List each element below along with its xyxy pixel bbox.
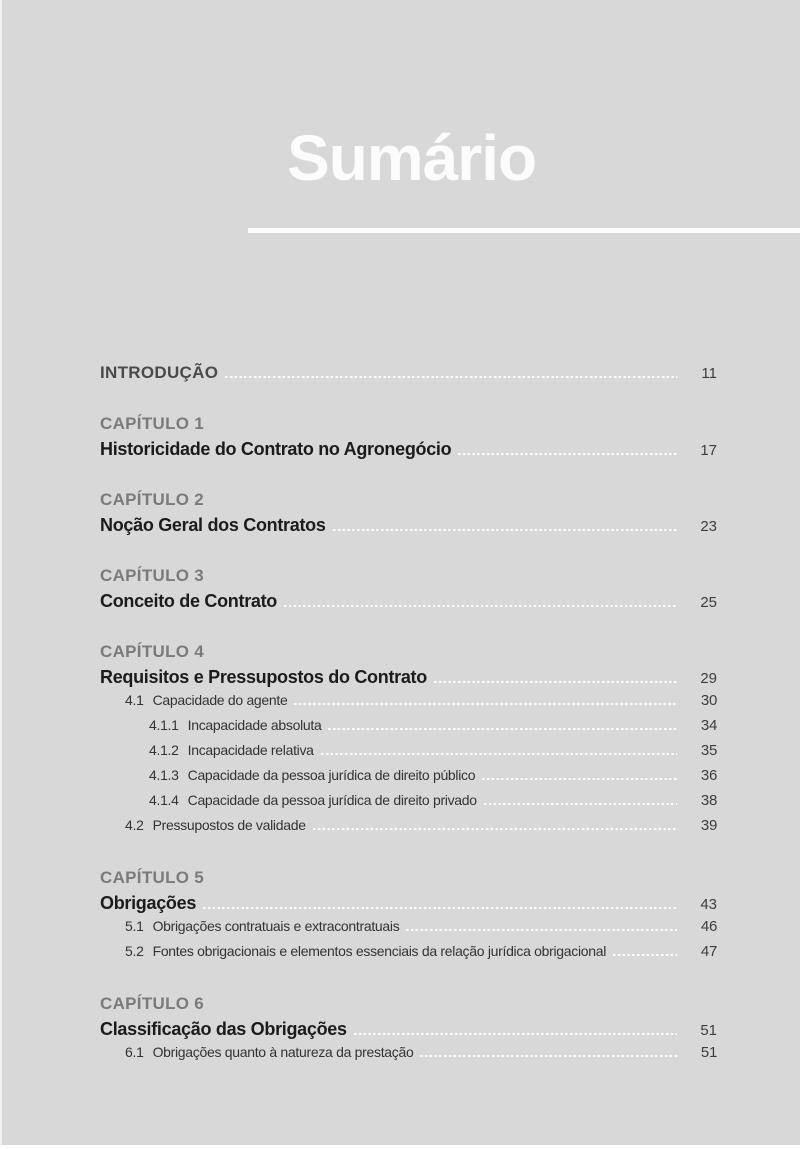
dot-leader xyxy=(321,753,677,755)
item-text: Capacidade da pessoa jurídica de direito público xyxy=(187,767,476,783)
toc-entry-item xyxy=(125,918,717,943)
item-text: Capacidade da pessoa jurídica de direito privado xyxy=(187,792,477,808)
chapter-title: Classificação das Obrigações xyxy=(100,1019,347,1039)
toc-entry-chapter-title xyxy=(100,515,717,540)
toc-entry-item xyxy=(149,792,717,817)
item-text: Fontes obrigacionais e elementos essenciais da relação jurídica obrigacional xyxy=(152,943,607,959)
item-number: 4.1.1 xyxy=(149,717,179,733)
chapter-title: Requisitos e Pressupostos do Contrato xyxy=(100,667,427,687)
page-number: 47 xyxy=(700,943,717,960)
toc-entry-item xyxy=(125,817,717,842)
item-number: 4.2 xyxy=(125,817,144,833)
page-number: 39 xyxy=(700,817,717,834)
page-number: 36 xyxy=(700,767,717,784)
page-bottom-edge xyxy=(0,1145,800,1149)
dot-leader xyxy=(420,1055,677,1057)
toc-entry-chapter-title xyxy=(100,1019,717,1044)
page-number: 29 xyxy=(700,670,717,687)
page-number: 34 xyxy=(700,717,717,734)
dot-leader xyxy=(434,681,677,683)
toc-list xyxy=(100,363,717,1069)
chapter-title: Noção Geral dos Contratos xyxy=(100,515,326,535)
chapter-label: CAPÍTULO 4 xyxy=(100,642,205,661)
chapter-label-row xyxy=(100,642,717,667)
chapter-title: Historicidade do Contrato no Agronegócio xyxy=(100,439,452,459)
chapter-label: CAPÍTULO 5 xyxy=(100,868,205,887)
item-text: Obrigações quanto à natureza da prestação xyxy=(152,1044,414,1060)
item-number: 6.1 xyxy=(125,1044,144,1060)
dot-leader xyxy=(482,778,677,780)
toc-entry-chapter-title xyxy=(100,439,717,464)
toc-entry-item xyxy=(125,1044,717,1069)
page-number: 35 xyxy=(700,742,717,759)
chapter-label-row xyxy=(100,868,717,893)
item-text: Obrigações contratuais e extracontratuais xyxy=(152,918,400,934)
toc-entry-chapter-title xyxy=(100,893,717,918)
dot-leader xyxy=(284,605,677,607)
toc-entry-item xyxy=(125,692,717,717)
toc-entry-chapter-title xyxy=(100,667,717,692)
entry-label: INTRODUÇÃO xyxy=(100,363,219,382)
chapter-block-5 xyxy=(100,868,717,968)
chapter-label: CAPÍTULO 6 xyxy=(100,994,205,1013)
dot-leader xyxy=(406,929,677,931)
page-number: 38 xyxy=(700,792,717,809)
chapter-label-row xyxy=(100,490,717,515)
chapter-title: Conceito de Contrato xyxy=(100,591,277,611)
toc-entry-item xyxy=(149,742,717,767)
page-number: 23 xyxy=(700,518,717,535)
item-text: Incapacidade relativa xyxy=(187,742,314,758)
chapter-block-4 xyxy=(100,642,717,842)
page-number: 11 xyxy=(701,365,717,382)
toc-entry-item xyxy=(125,943,717,968)
toc-entry-introduction xyxy=(100,363,717,388)
item-number: 5.2 xyxy=(125,943,144,959)
chapter-title: Obrigações xyxy=(100,893,197,913)
summary-page xyxy=(2,0,800,1145)
dot-leader xyxy=(313,828,677,830)
page-number: 46 xyxy=(700,918,717,935)
item-number: 4.1 xyxy=(125,692,144,708)
dot-leader xyxy=(333,529,677,531)
title-underline xyxy=(248,228,800,233)
page-number: 51 xyxy=(700,1044,717,1061)
toc-entry-item xyxy=(149,767,717,792)
page-title: Sumário xyxy=(287,122,537,194)
dot-leader xyxy=(328,728,677,730)
chapter-label: CAPÍTULO 1 xyxy=(100,414,205,433)
dot-leader xyxy=(458,453,677,455)
page-number: 17 xyxy=(700,442,717,459)
toc-entry-item xyxy=(149,717,717,742)
page-number: 51 xyxy=(700,1022,717,1039)
chapter-label-row xyxy=(100,414,717,439)
item-number: 4.1.2 xyxy=(149,742,179,758)
dot-leader xyxy=(225,376,677,378)
page-left-edge xyxy=(0,0,2,1149)
item-text: Capacidade do agente xyxy=(152,692,288,708)
chapter-block-3 xyxy=(100,566,717,616)
item-text: Incapacidade absoluta xyxy=(187,717,322,733)
page-number: 25 xyxy=(700,594,717,611)
chapter-label: CAPÍTULO 3 xyxy=(100,566,205,585)
toc-entry-chapter-title xyxy=(100,591,717,616)
chapter-block-6 xyxy=(100,994,717,1069)
chapter-block-1 xyxy=(100,414,717,464)
chapter-label: CAPÍTULO 2 xyxy=(100,490,205,509)
dot-leader xyxy=(484,803,677,805)
item-number: 5.1 xyxy=(125,918,144,934)
dot-leader xyxy=(203,907,677,909)
dot-leader xyxy=(354,1033,677,1035)
chapter-label-row xyxy=(100,994,717,1019)
page-number: 30 xyxy=(700,692,717,709)
page-number: 43 xyxy=(700,896,717,913)
dot-leader xyxy=(613,954,677,956)
item-number: 4.1.4 xyxy=(149,792,179,808)
chapter-label-row xyxy=(100,566,717,591)
dot-leader xyxy=(294,703,677,705)
item-number: 4.1.3 xyxy=(149,767,179,783)
item-text: Pressupostos de validade xyxy=(152,817,306,833)
chapter-block-2 xyxy=(100,490,717,540)
